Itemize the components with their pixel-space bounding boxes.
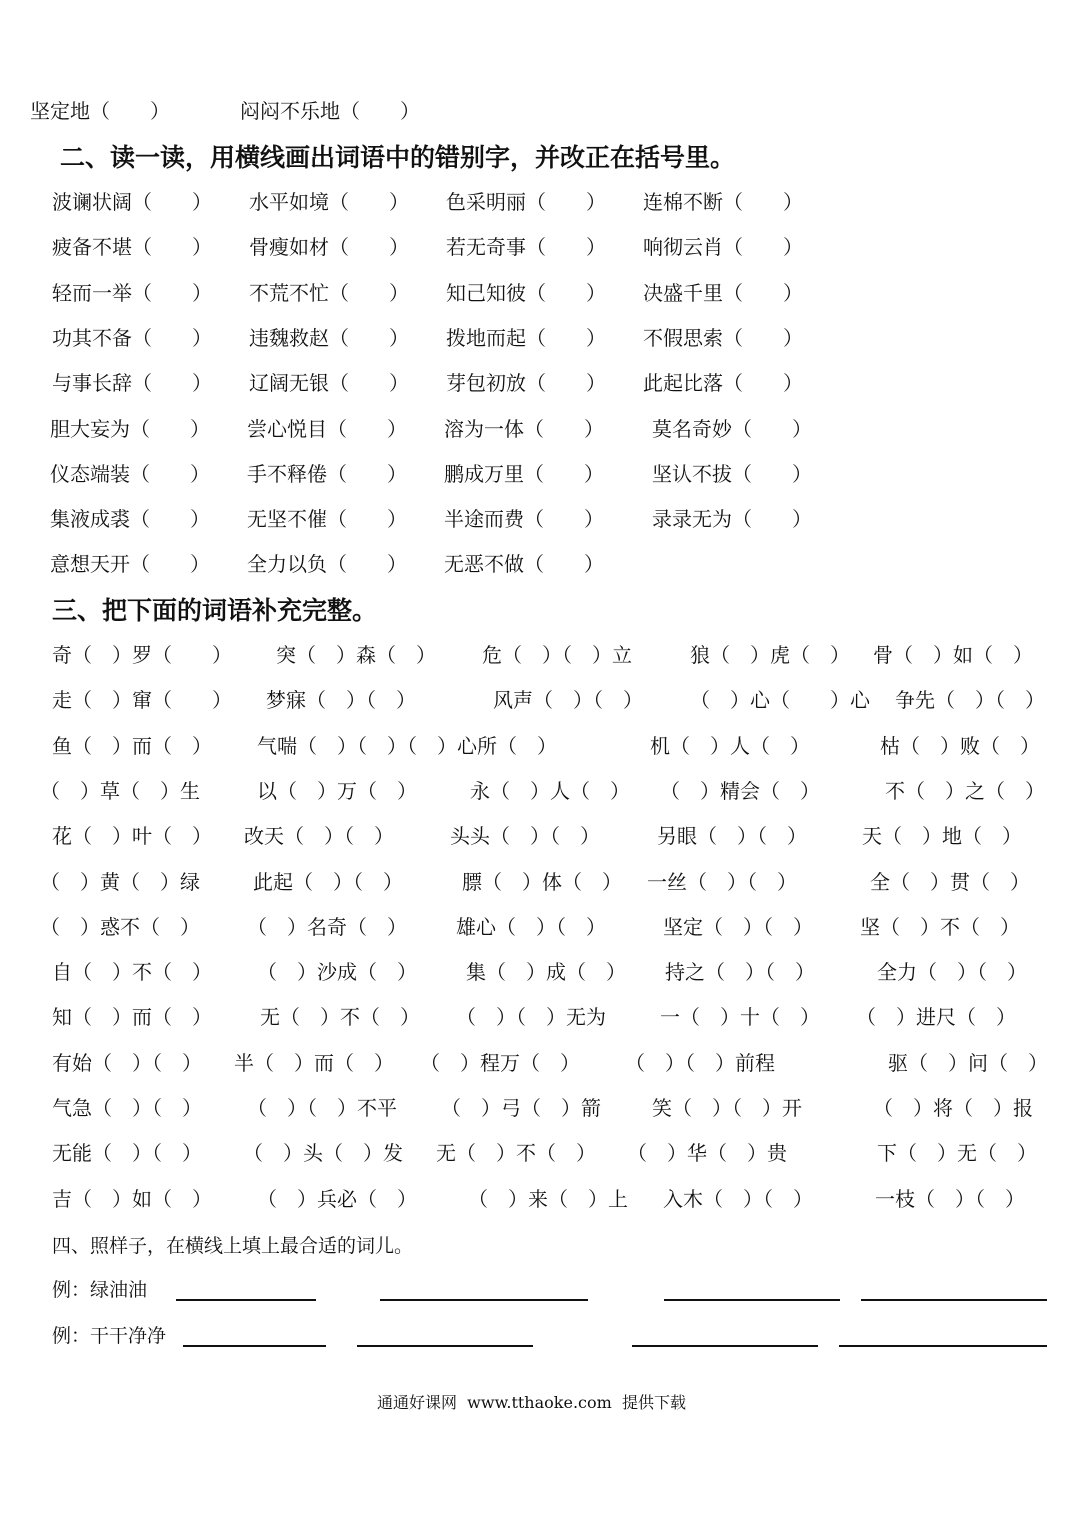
s2-word-item: 意想天开（ ） xyxy=(50,552,210,577)
s3-idiom-item: 气急（ ）（ ） xyxy=(52,1096,202,1120)
s2-word-item: 拨地而起（ ） xyxy=(446,325,606,350)
section4-title: 四、照样子，在横线上填上最合适的词儿。 xyxy=(52,1235,414,1257)
s3-idiom-item: （ ）兵必（ ） xyxy=(257,1186,417,1211)
s3-idiom-item: 走（ ）窜（ ） xyxy=(52,688,232,713)
s3-idiom-item: 危（ ）（ ）立 xyxy=(482,643,632,667)
s2-word-item: 波谰状阔（ ） xyxy=(52,190,212,214)
s2-word-item: 无坚不催（ ） xyxy=(247,507,407,532)
s3-idiom-item: 半（ ）而（ ） xyxy=(234,1050,394,1075)
s2-word-item: 芽包初放（ ） xyxy=(446,371,606,396)
s3-idiom-item: 风声（ ）（ ） xyxy=(493,688,643,713)
s2-word-item: 响彻云肖（ ） xyxy=(643,235,803,260)
answer-blank[interactable] xyxy=(357,1345,533,1347)
s3-idiom-item: 坚定（ ）（ ） xyxy=(663,914,813,939)
s2-word-item: 溶为一体（ ） xyxy=(444,416,604,441)
s3-idiom-item: （ ）（ ）前程 xyxy=(625,1050,775,1075)
s2-word-item: 疲备不堪（ ） xyxy=(52,235,212,260)
s3-idiom-item: 以（ ）万（ ） xyxy=(257,778,417,803)
example-2-label: 例：干干净净 xyxy=(52,1325,167,1347)
s3-idiom-item: （ ）心（ ）心 xyxy=(690,688,870,713)
s2-word-item: 胆大妄为（ ） xyxy=(50,416,210,441)
s3-idiom-item: 坚（ ）不（ ） xyxy=(860,914,1020,939)
s2-word-item: 与事长辞（ ） xyxy=(52,371,212,396)
s2-word-item: 半途而费（ ） xyxy=(444,507,604,532)
s2-word-item: 集液成裘（ ） xyxy=(50,507,210,532)
s2-word-item: 轻而一举（ ） xyxy=(52,280,212,305)
s3-idiom-item: （ ）（ ）不平 xyxy=(247,1096,397,1120)
s3-idiom-item: 梦寐（ ）（ ） xyxy=(266,688,416,713)
example-1-label: 例：绿油油 xyxy=(52,1279,148,1301)
s2-word-item: 不荒不忙（ ） xyxy=(249,280,409,305)
s3-idiom-item: 集（ ）成（ ） xyxy=(466,960,626,985)
s2-word-item: 决盛千里（ ） xyxy=(643,280,803,305)
s3-idiom-item: （ ）进尺（ ） xyxy=(856,1005,1016,1030)
s2-word-item: 功其不备（ ） xyxy=(52,325,212,350)
s2-word-item: 仪态端装（ ） xyxy=(50,461,210,486)
footer-credit: 通通好课网 www.tthaoke.com 提供下载 xyxy=(377,1393,686,1412)
s3-idiom-item: （ ）名奇（ ） xyxy=(247,914,407,939)
s1-item-1: 坚定地（ ） xyxy=(30,99,170,123)
s2-word-item: 坚认不拔（ ） xyxy=(652,461,812,486)
s3-idiom-item: 突（ ）森（ ） xyxy=(276,643,436,667)
s2-word-item: 辽阔无银（ ） xyxy=(249,371,409,396)
s3-idiom-item: 一（ ）十（ ） xyxy=(660,1005,820,1030)
s3-idiom-item: （ ）惑不（ ） xyxy=(40,914,200,939)
s3-idiom-item: 另眼（ ）（ ） xyxy=(657,824,807,849)
s3-idiom-item: （ ）黄（ ）绿 xyxy=(40,869,200,894)
s3-idiom-item: 持之（ ）（ ） xyxy=(665,960,815,985)
s3-idiom-item: 骨（ ）如（ ） xyxy=(873,643,1033,667)
s3-idiom-item: 无（ ）不（ ） xyxy=(436,1141,596,1166)
s2-word-item: 不假思索（ ） xyxy=(643,325,803,350)
s3-idiom-item: （ ）弓（ ）箭 xyxy=(441,1096,601,1120)
s2-word-item: 色采明丽（ ） xyxy=(446,190,606,214)
s2-word-item: 手不释倦（ ） xyxy=(247,461,407,486)
s2-word-item: 此起比落（ ） xyxy=(643,371,803,396)
s2-word-item: 违魏救赵（ ） xyxy=(249,325,409,350)
s2-word-item: 连棉不断（ ） xyxy=(643,190,803,214)
section2-title: 二、读一读，用横线画出词语中的错别字，并改正在括号里。 xyxy=(60,143,736,172)
s3-idiom-item: （ ）将（ ）报 xyxy=(873,1096,1033,1120)
s2-word-item: 录录无为（ ） xyxy=(652,507,812,532)
answer-blank[interactable] xyxy=(632,1345,818,1347)
s3-idiom-item: 天（ ）地（ ） xyxy=(862,824,1022,849)
s3-idiom-item: 不（ ）之（ ） xyxy=(885,778,1045,803)
s2-word-item: 骨瘦如材（ ） xyxy=(249,235,409,260)
s3-idiom-item: （ ）来（ ）上 xyxy=(468,1186,628,1211)
s3-idiom-item: 雄心（ ）（ ） xyxy=(456,914,606,939)
s2-word-item: 鹏成万里（ ） xyxy=(444,461,604,486)
s3-idiom-item: 此起（ ）（ ） xyxy=(253,869,403,894)
s3-idiom-item: 全（ ）贯（ ） xyxy=(870,869,1030,894)
s2-word-item: 知己知彼（ ） xyxy=(446,280,606,305)
s3-idiom-item: 头头（ ）（ ） xyxy=(450,824,600,849)
s3-idiom-item: 自（ ）不（ ） xyxy=(52,960,212,985)
s3-idiom-item: 一丝（ ）（ ） xyxy=(647,869,797,894)
s3-idiom-item: 下（ ）无（ ） xyxy=(877,1141,1037,1166)
s2-word-item: 水平如境（ ） xyxy=(249,190,409,214)
s3-idiom-item: 鱼（ ）而（ ） xyxy=(52,733,212,758)
s3-idiom-item: 枯（ ）败（ ） xyxy=(880,733,1040,758)
answer-blank[interactable] xyxy=(380,1299,588,1301)
s3-idiom-item: 花（ ）叶（ ） xyxy=(52,824,212,849)
s3-idiom-item: （ ）程万（ ） xyxy=(420,1050,580,1075)
s3-idiom-item: 知（ ）而（ ） xyxy=(52,1005,212,1030)
answer-blank[interactable] xyxy=(664,1299,840,1301)
s2-word-item: 若无奇事（ ） xyxy=(446,235,606,260)
s3-idiom-item: 笑（ ）（ ）开 xyxy=(652,1096,802,1120)
s3-idiom-item: 全力（ ）（ ） xyxy=(877,960,1027,985)
s3-idiom-item: 永（ ）人（ ） xyxy=(470,778,630,803)
answer-blank[interactable] xyxy=(839,1345,1047,1347)
s3-idiom-item: 无能（ ）（ ） xyxy=(52,1141,202,1166)
s3-idiom-item: 狼（ ）虎（ ） xyxy=(690,643,850,667)
s3-idiom-item: （ ）华（ ）贵 xyxy=(627,1141,787,1166)
section3-title: 三、把下面的词语补充完整。 xyxy=(52,596,378,625)
s3-idiom-item: 入木（ ）（ ） xyxy=(663,1186,813,1211)
s2-word-item: 莫名奇妙（ ） xyxy=(652,416,812,441)
s3-idiom-item: 有始（ ）（ ） xyxy=(52,1050,202,1075)
s3-idiom-item: （ ）沙成（ ） xyxy=(257,960,417,985)
s3-idiom-item: 奇（ ）罗（ ） xyxy=(52,643,232,667)
s3-idiom-item: 膘（ ）体（ ） xyxy=(462,869,622,894)
s3-idiom-item: 无（ ）不（ ） xyxy=(260,1005,420,1030)
s3-idiom-item: 一枝（ ）（ ） xyxy=(875,1186,1025,1211)
s3-idiom-item: 吉（ ）如（ ） xyxy=(52,1186,212,1211)
s2-word-item: 全力以负（ ） xyxy=(247,552,407,577)
answer-blank[interactable] xyxy=(861,1299,1047,1301)
answer-blank[interactable] xyxy=(183,1345,326,1347)
s3-idiom-item: 争先（ ）（ ） xyxy=(895,688,1045,713)
s3-idiom-item: 机（ ）人（ ） xyxy=(650,733,810,758)
s3-idiom-item: 改天（ ）（ ） xyxy=(244,824,394,849)
s3-idiom-item: 气喘（ ）（ ）（ ）心所（ ） xyxy=(257,733,557,758)
s1-item-2: 闷闷不乐地（ ） xyxy=(240,99,420,123)
s3-idiom-item: （ ）精会（ ） xyxy=(660,778,820,803)
answer-blank[interactable] xyxy=(176,1299,316,1301)
s3-idiom-item: 驱（ ）问（ ） xyxy=(888,1050,1048,1075)
s3-idiom-item: （ ）头（ ）发 xyxy=(243,1141,403,1166)
s2-word-item: 尝心悦目（ ） xyxy=(247,416,407,441)
s2-word-item: 无恶不做（ ） xyxy=(444,552,604,577)
s3-idiom-item: （ ）草（ ）生 xyxy=(40,778,200,803)
s3-idiom-item: （ ）（ ）无为 xyxy=(456,1005,606,1030)
